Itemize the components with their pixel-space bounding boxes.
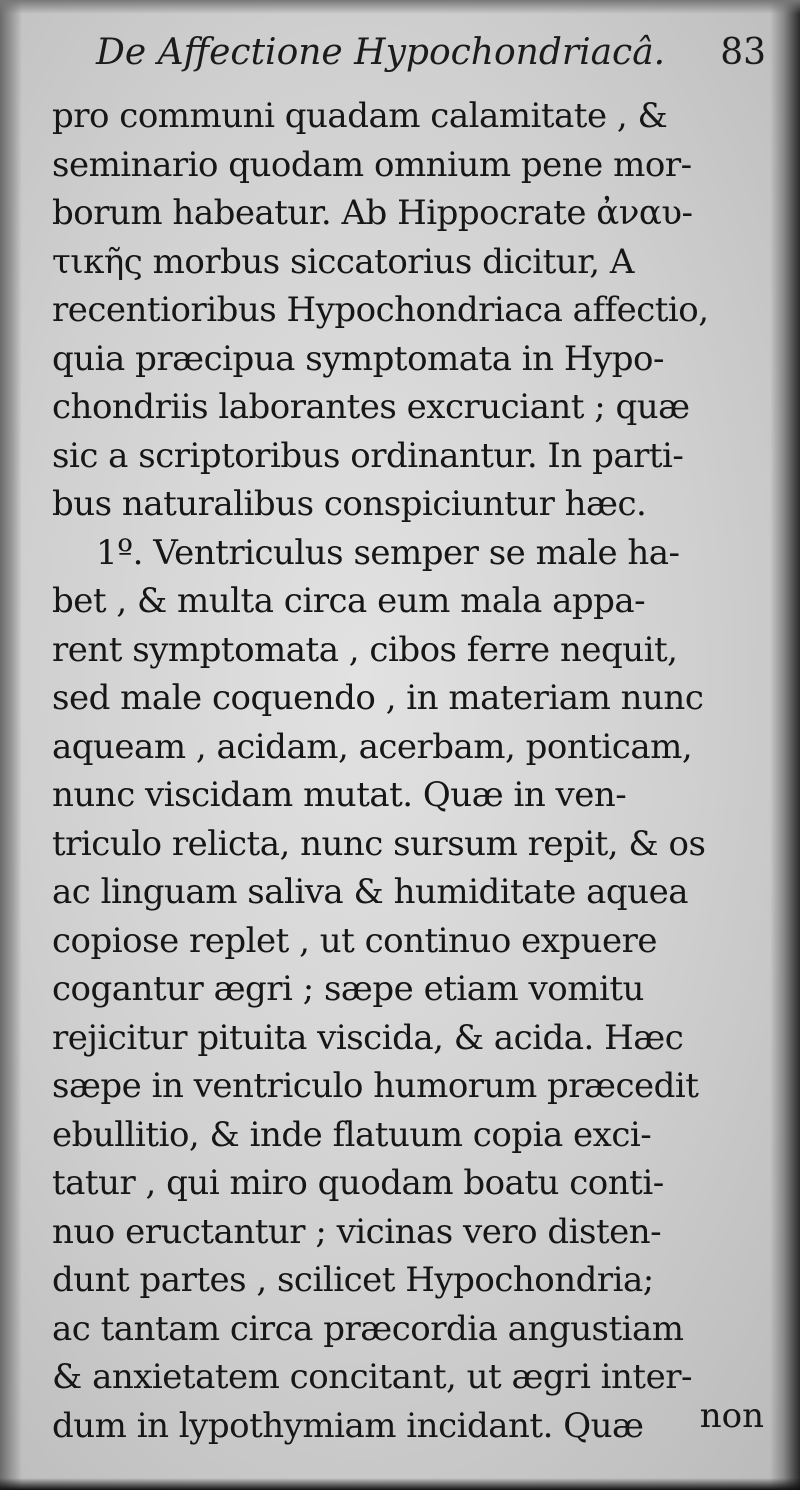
text-line: copiose replet , ut continuo expuere [52,920,658,961]
text-line: sic a scriptoribus ordinantur. In parti- [52,435,684,476]
text-line: τικῆς morbus siccatorius dicitur, A [52,241,634,282]
page-edge-shadow [770,0,800,1490]
text-line: rejicitur pituita viscida, & acida. Hæc [52,1017,684,1058]
text-line: ebullitio, & inde flatuum copia exci- [52,1114,652,1155]
text-line: bet , & multa circa eum mala appa- [52,581,646,621]
page-gutter-shadow [0,0,22,1490]
text-line: dunt partes , scilicet Hypochondria; [52,1260,654,1300]
text-line: dum in lypothymiam incidant. Quæ [52,1405,644,1446]
catchword: non [699,1396,764,1436]
page-header [96,32,766,82]
running-head: De Affectione Hypochondriacâ. [96,32,666,73]
page-top-shadow [0,0,800,14]
page-bottom-shadow [0,1478,800,1490]
body-text [52,92,770,1450]
text-line: rent symptomata , cibos ferre nequit, [52,629,678,670]
text-line: nuo eructantur ; vicinas vero disten- [52,1211,662,1252]
text-line: ac linguam saliva & humiditate aquea [52,872,688,912]
text-line: quia præcipua symptomata in Hypo- [52,338,664,379]
text-line: ac tantam circa præcordia angustiam [52,1308,684,1349]
text-line-paragraph-start: 1º. Ventriculus semper se male ha- [96,532,680,573]
text-line: borum habeatur. Ab Hippocrate ἀναυ- [52,193,693,233]
text-line: sed male coquendo , in materiam nunc [52,678,704,718]
text-line: nunc viscidam mutat. Quæ in ven- [52,775,627,815]
text-line: seminario quodam omnium pene mor- [52,144,692,185]
text-line: & anxietatem concitant, ut ægri inter- [52,1357,692,1397]
page-number: 83 [720,32,766,73]
text-line: tatur , qui miro quodam boatu conti- [52,1163,664,1203]
text-line: recentioribus Hypochondriaca affectio, [52,290,709,330]
text-line: pro communi quadam calamitate , & [52,96,668,136]
text-line: triculo relicta, nunc sursum repit, & os [52,823,706,864]
text-line: cogantur ægri ; sæpe etiam vomitu [52,969,644,1009]
text-line: aqueam , acidam, acerbam, ponticam, [52,726,693,767]
text-line: bus naturalibus conspiciuntur hæc. [52,484,647,524]
text-line: sæpe in ventriculo humorum præcedit [52,1066,699,1106]
text-line: chondriis laborantes excruciant ; quæ [52,387,690,427]
